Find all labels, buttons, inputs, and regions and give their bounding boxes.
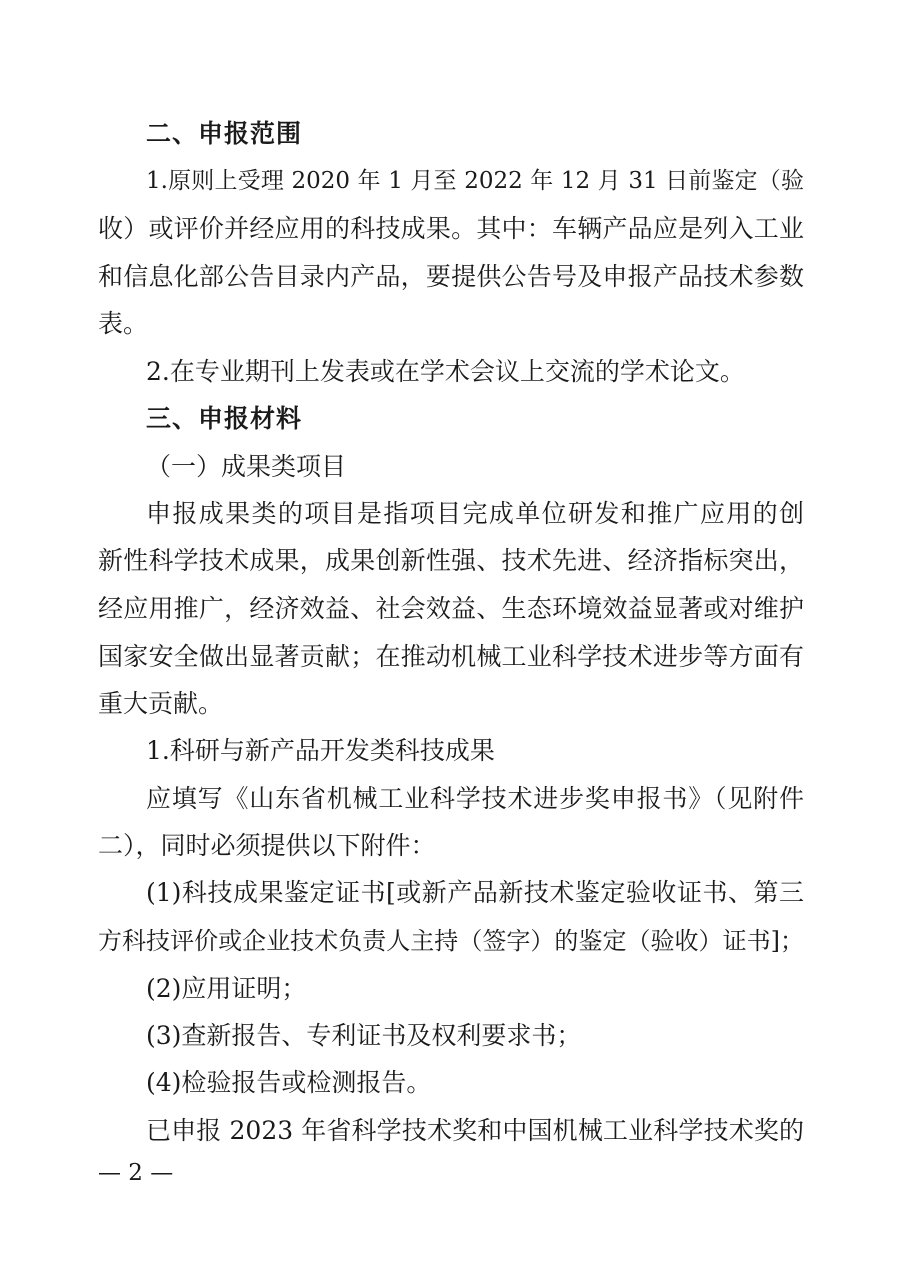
paragraph-line: 表。: [98, 309, 149, 338]
paragraph-line: 收）或评价并经应用的科技成果。其中：车辆产品应是列入工业: [98, 214, 804, 243]
paragraph-line: 方科技评价或企业技术负责人主持（签字）的鉴定（验收）证书]；: [98, 927, 804, 955]
paragraph-line: 经应用推广，经济效益、社会效益、生态环境效益显著或对维护: [98, 594, 804, 623]
list-item: (4)检验报告或检测报告。: [146, 1068, 432, 1097]
subsection-heading: （一）成果类项目: [146, 452, 347, 481]
paragraph-line: 新性科学技术成果，成果创新性强、技术先进、经济指标突出，: [98, 546, 804, 575]
paragraph-line: 1.科研与新产品开发类科技成果: [146, 736, 495, 765]
section-heading-scope: 二、申报范围: [146, 119, 303, 148]
paragraph-line: 已申报 2023 年省科学技术奖和中国机械工业科学技术奖的: [146, 1116, 804, 1145]
paragraph-line: 申报成果类的项目是指项目完成单位研发和推广应用的创: [146, 499, 804, 528]
paragraph-line: 二），同时必须提供以下附件：: [98, 831, 436, 860]
paragraph-line: 2.在专业期刊上发表或在学术会议上交流的学术论文。: [146, 357, 745, 386]
paragraph-line: 1.原则上受理 2020 年 1 月至 2022 年 12 月 31 日前鉴定（验: [146, 168, 804, 194]
list-item: (3)查新报告、专利证书及权利要求书；: [146, 1021, 582, 1050]
section-heading-materials: 三、申报材料: [146, 404, 303, 433]
paragraph-line: 国家安全做出显著贡献；在推动机械工业科学技术进步等方面有: [98, 642, 804, 671]
paragraph-line: 和信息化部公告目录内产品，要提供公告号及申报产品技术参数: [98, 262, 804, 291]
page-number: — 2 —: [98, 1160, 174, 1186]
list-item: (2)应用证明；: [146, 974, 307, 1003]
paragraph-line: 应填写《山东省机械工业科学技术进步奖申报书》（见附件: [146, 784, 804, 813]
paragraph-line: (1)科技成果鉴定证书[或新产品新技术鉴定验收证书、第三: [146, 878, 804, 907]
paragraph-line: 重大贡献。: [98, 689, 224, 718]
